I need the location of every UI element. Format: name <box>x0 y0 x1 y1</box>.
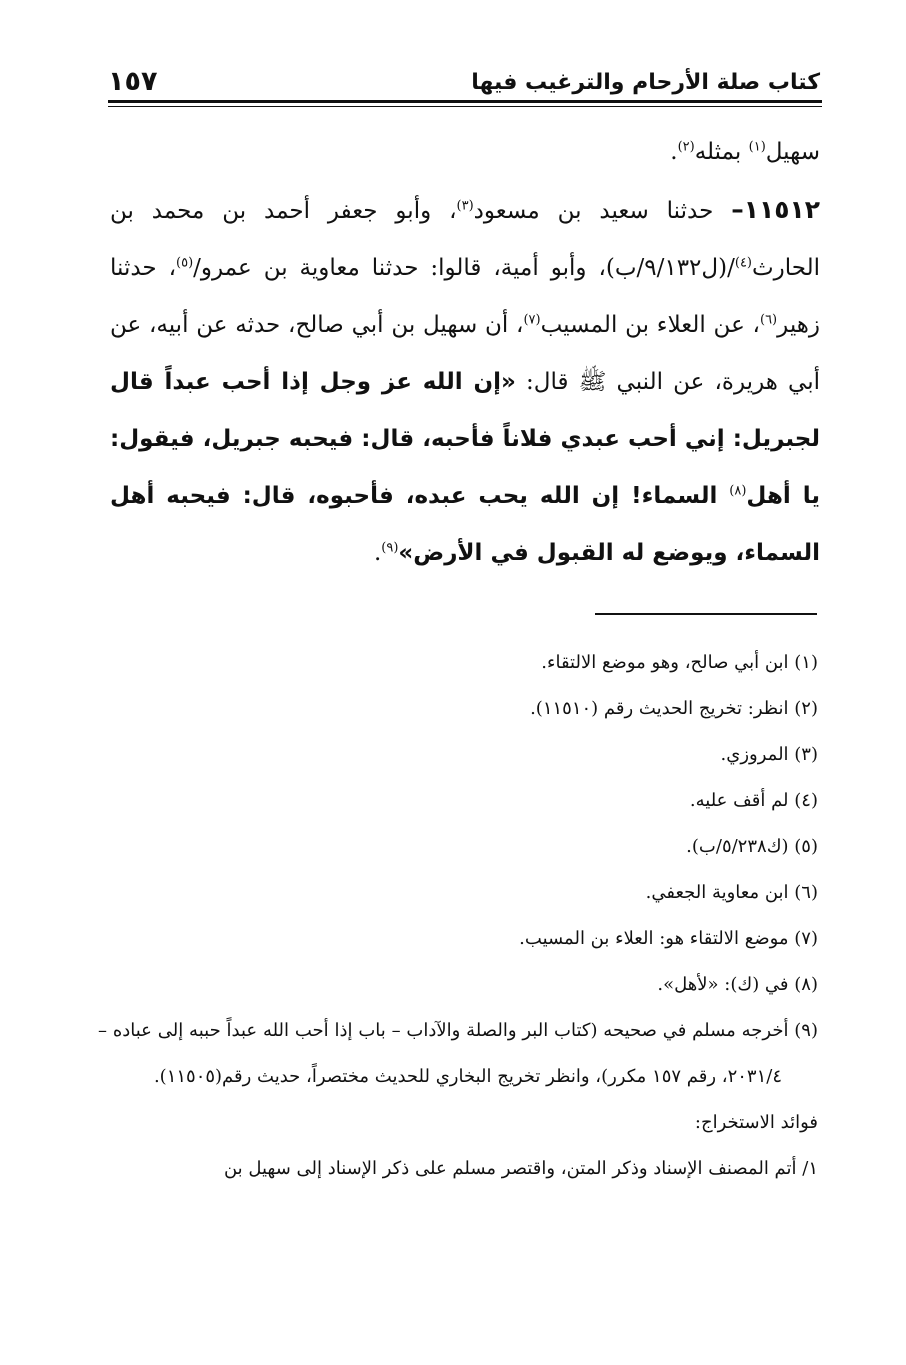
footnote-ref: (٩) <box>381 540 399 556</box>
footnote-ref: (٣) <box>456 198 474 214</box>
main-text <box>110 124 820 582</box>
footnote-separator <box>595 613 817 615</box>
footnote-ref: (٦) <box>759 312 778 328</box>
hadith-matn: «إن الله عز وجل إذا أحب عبداً قال لجبريل: إني أحب عبدي فلاناً فأحبه، قال: فيحبه جبريل، فيقول: يا أهل <box>110 369 820 509</box>
footnote-2: (٢) انظر: تخريج الحديث رقم (١١٥١٠). <box>530 698 818 719</box>
footnote-ref: (٥) <box>176 255 194 271</box>
footnote-8: (٨) في (ك): «لأهل». <box>657 974 818 995</box>
hadith-paragraph: ١١٥١٢– حدثنا سعيد بن مسعود$^{(٣)}$، وأبو جعفر أحمد بن محمد بن الحارث$^{(٤)}$/(ل٩/١٣٢/ب)، وأبو أمية، قالوا: حدثنا معاوية بن عمرو/$^{(٥)}$، حدثنا زهير$^{(٦)}$، عن العلاء بن المسيب$^{(٧)}$، أن سهيل بن أبي صالح، حدثه عن أبيه، عن أبي هريرة، عن النبي ﷺ قال: «إن الله عز وجل إذا أحب عبداً قال لجبريل: إني أحب عبدي فلاناً فأحبه، قال: فيحبه جبريل، فيقول: يا أهل$^{(٨)}$ السماء! إن الله يحب عبده، فأحبوه، قال: فيحبه أهل السماء، ويوضع له القبول في الأرض»$^{(٩)}$. <box>110 195 821 566</box>
footnote-1: (١) ابن أبي صالح، وهو موضع الالتقاء. <box>541 652 818 673</box>
footnote-ref: (٤) <box>734 255 752 271</box>
footnote-ref: (٧) <box>523 312 541 328</box>
header-title: كتاب صلة الأرحام والترغيب فيها <box>471 70 820 95</box>
running-header <box>108 66 820 102</box>
hadith-number: ١١٥١٢– <box>731 195 820 224</box>
header-rule <box>108 100 822 103</box>
footnote-5: (٥) (ك٥/٢٣٨/ب). <box>686 836 818 857</box>
footnote-7: (٧) موضع الالتقاء هو: العلاء بن المسيب. <box>519 928 818 949</box>
footnote-9: (٩) أخرجه مسلم في صحيحه (كتاب البر والصلة والآداب – باب إذا أحب الله عبداً حببه إلى عباده – ٢٠٣١/٤، رقم ١٥٧ مكرر)، وانظر تخريج البخاري للحديث مختصراً، حديث رقم(١١٥٠٥). <box>98 1020 818 1087</box>
footnote-4: (٤) لم أقف عليه. <box>689 790 818 811</box>
footnotes <box>98 640 818 1192</box>
page-number: ١٥٧ <box>108 66 158 97</box>
continuation-line: سهيل$^{(١)}$ بمثله$^{(٢)}$. <box>670 139 820 165</box>
fawaid-heading: فوائد الاستخراج: <box>694 1112 818 1133</box>
hadith-matn-cont: السماء! إن الله يحب عبده، فأحبوه، قال: فيحبه أهل السماء، ويوضع له القبول في الأرض» <box>110 483 820 566</box>
footnote-ref: (٢) <box>677 139 695 155</box>
fawaid-item-1: ١/ أتم المصنف الإسناد وذكر المتن، واقتصر مسلم على ذكر الإسناد إلى سهيل بن <box>223 1158 818 1179</box>
footnote-ref: (١) <box>748 139 766 155</box>
footnote-6: (٦) ابن معاوية الجعفي. <box>645 882 818 903</box>
footnote-3: (٣) المروزي. <box>720 744 818 765</box>
header-rule-thin <box>108 106 822 107</box>
footnote-ref: (٨) <box>729 483 747 499</box>
